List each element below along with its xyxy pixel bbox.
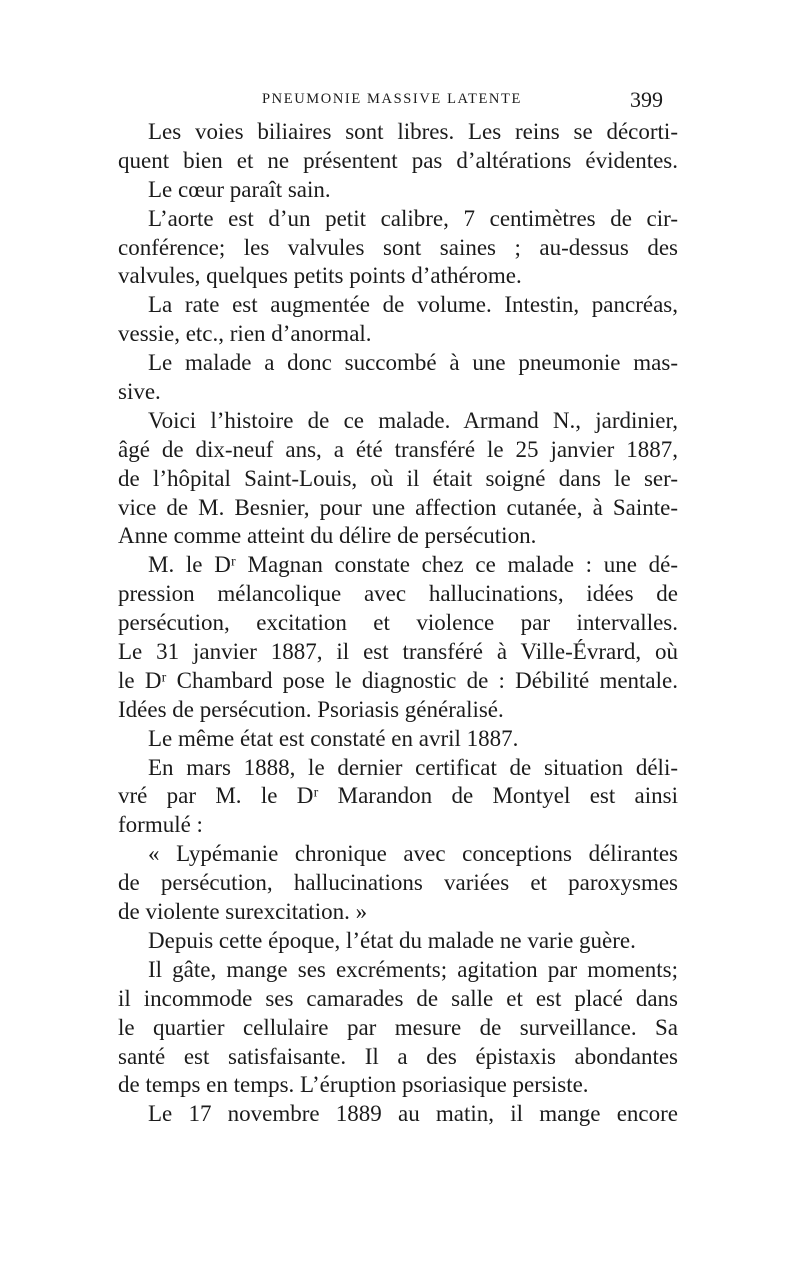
text-line: santé est satisfaisante. Il a des épistaxis abondantes [118, 1043, 678, 1069]
text-line: Le cœur paraît sain. [148, 176, 331, 202]
text-line: Depuis cette époque, l’état du malade ne varie guère. [148, 927, 636, 953]
text-line: sive. [118, 379, 161, 405]
text-line: quent bien et ne présentent pas d’altérations évidentes. [118, 147, 678, 173]
text-line: de temps en temps. L’éruption psoriasique persiste. [118, 1072, 589, 1098]
text-line: « Lypémanie chronique avec conceptions délirantes [148, 841, 678, 867]
text-line: vré par M. le Dʳ Marandon de Montyel est ainsi [118, 783, 678, 809]
text-line: Le 31 janvier 1887, il est transféré à Ville-Évrard, où [118, 639, 678, 665]
text-line: il incommode ses camarades de salle et est placé dans [118, 985, 678, 1011]
text-line: La rate est augmentée de volume. Intestin, pancréas, [148, 292, 678, 318]
text-line: Anne comme atteint du délire de persécution. [118, 523, 537, 549]
text-line: En mars 1888, le dernier certificat de situation déli- [148, 754, 678, 780]
text-line: persécution, excitation et violence par intervalles. [118, 610, 678, 636]
text-line: âgé de dix-neuf ans, a été transféré le 25 janvier 1887, [118, 436, 678, 462]
text-line: le Dʳ Chambard pose le diagnostic de : Débilité mentale. [118, 667, 678, 693]
text-line: de l’hôpital Saint-Louis, où il était soigné dans le ser- [118, 465, 678, 491]
text-line: vessie, etc., rien d’anormal. [118, 321, 372, 347]
text-line: conférence; les valvules sont saines ; au-dessus des [118, 234, 678, 260]
text-line: Le malade a donc succombé à une pneumonie mas- [148, 350, 678, 376]
text-line: Il gâte, mange ses excréments; agitation par moments; [148, 956, 678, 982]
text-line: le quartier cellulaire par mesure de surveillance. Sa [118, 1014, 678, 1040]
text-line: Idées de persécution. Psoriasis généralisé. [118, 696, 504, 722]
text-line: pression mélancolique avec hallucinations, idées de [118, 581, 678, 607]
text-line: Le même état est constaté en avril 1887. [148, 725, 519, 751]
text-line: L’aorte est d’un petit calibre, 7 centimètres de cir- [148, 205, 678, 231]
text-line: M. le Dʳ Magnan constate chez ce malade : une dé- [148, 552, 678, 578]
text-line: Voici l’histoire de ce malade. Armand N., jardinier, [148, 407, 678, 433]
text-line: vice de M. Besnier, pour une affection cutanée, à Sainte- [118, 494, 678, 520]
body-text [118, 118, 678, 1129]
running-title: PNEUMONIE MASSIVE LATENTE [262, 91, 522, 107]
text-line: de violente surexcitation. » [118, 899, 368, 925]
text-line: formulé : [118, 812, 203, 838]
text-line: valvules, quelques petits points d’athérome. [118, 263, 522, 289]
text-line: de persécution, hallucinations variées et paroxysmes [118, 870, 678, 896]
text-line: Les voies biliaires sont libres. Les reins se décorti- [148, 119, 678, 144]
running-header [0, 87, 800, 117]
text-line: Le 17 novembre 1889 au matin, il mange encore [148, 1101, 678, 1127]
page-number: 399 [630, 87, 663, 112]
